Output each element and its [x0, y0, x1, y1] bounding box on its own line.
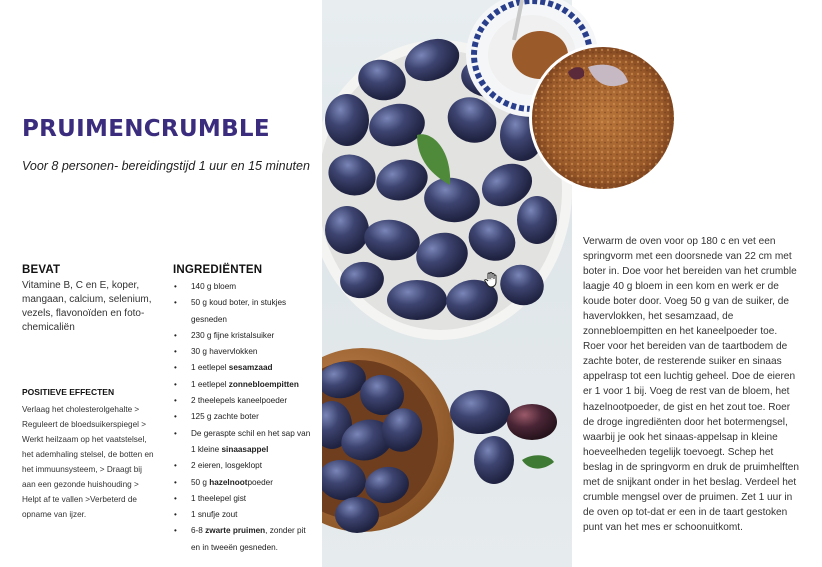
ingredient-item: • 50 g koud boter, in stukjes gesneden — [173, 295, 313, 328]
ingredient-item: • 30 g havervlokken — [173, 344, 313, 360]
ingredient-item: • 140 g bloem — [173, 279, 313, 295]
ingredient-item: • 6-8 zwarte pruimen, zonder pit en in tweeën gesneden. — [173, 523, 313, 556]
plum-decoration — [387, 280, 447, 320]
bevat-heading: BEVAT — [22, 264, 61, 276]
ingredients-list — [173, 279, 313, 556]
plum-decoration — [517, 196, 557, 244]
bevat-section — [22, 264, 162, 335]
ingredients-heading: INGREDIËNTEN — [173, 264, 263, 276]
left-column — [0, 0, 322, 567]
preparation-text: Verwarm de oven voor op 180 c en vet een springvorm met een doorsnede van 22 cm met boter in. Doe voor het bereiden van het crumble laagje 40 g bloem in een kom en werk er de koude boter door. Voeg 50 g van de suiker, de havervlokken, het sesamzaad, de zonnebloempitten en het kaneelpoeder toe. Roer voor het bereiden van de taartbodem de zachte boter, de resterende suiker en sinaas appelrasp tot een luchtig geheel. Doe de eieren er 1 voor 1 bij. Voeg de rest van de bloem, het hazelnootpoeder, de gist en het zout toe. Roer de droge ingrediënten door het botermengsel, waarbij je ook het sinaas-appelsap in kleine hoeveelheden tegelijk toevoegt. Schep het beslag in de springvorm en druk de pruimhelften met de snijkant onder in het beslag. Verdeel het crumble mengsel over de pruimen. Zet 1 uur in de oven op tot-dat er een in de taart gestoken punt van het mes er schoonuitkomt. — [583, 236, 800, 533]
ingredient-item: • 50 g hazelnootpoeder — [173, 475, 313, 491]
ingredient-item: • 1 eetlepel sesamzaad — [173, 360, 313, 376]
effects-text: Verlaag het cholesterolgehalte > Reguleert de bloedsuikerspiegel > Werkt heilzaam op het vaatstelsel, het ademhaling stelsel, de botten en het immuunsysteem, > Draagt bij aan een gezonde huishouding > Helpt af te vallen >Verbeterd de opname van ijzer. — [22, 405, 154, 519]
effects-heading: POSITIEVE EFFECTEN — [22, 387, 115, 397]
bevat-text: Vitamine B, C en E, koper, mangaan, calcium, selenium, vezels, flavonoïden en foto-chemicaliën — [22, 280, 152, 333]
plum-decoration — [335, 497, 379, 533]
ingredient-item: • 1 theelepel gist — [173, 491, 313, 507]
recipe-title: PRUIMENCRUMBLE — [22, 116, 270, 142]
effects-section — [22, 387, 156, 522]
plum-decoration — [325, 206, 369, 254]
crumble-cake-photo — [528, 42, 678, 199]
ingredient-item: • 2 theelepels kaneelpoeder — [173, 393, 313, 409]
plum-decoration — [325, 94, 369, 146]
ingredient-item: • 230 g fijne kristalsuiker — [173, 328, 313, 344]
ingredient-item: • 1 snufje zout — [173, 507, 313, 523]
ingredient-item: • 125 g zachte boter — [173, 409, 313, 425]
ingredient-item: • 2 eieren, losgeklopt — [173, 458, 313, 474]
hand-cursor-icon — [484, 272, 498, 293]
ingredient-item: • 1 eetlepel zonnebloempitten — [173, 377, 313, 393]
ingredients-section — [173, 264, 313, 556]
ingredient-item: • De geraspte schil en het sap van 1 kleine sinaasappel — [173, 426, 313, 459]
recipe-subtitle: Voor 8 personen- bereidingstijd 1 uur en 15 minuten — [22, 159, 310, 173]
